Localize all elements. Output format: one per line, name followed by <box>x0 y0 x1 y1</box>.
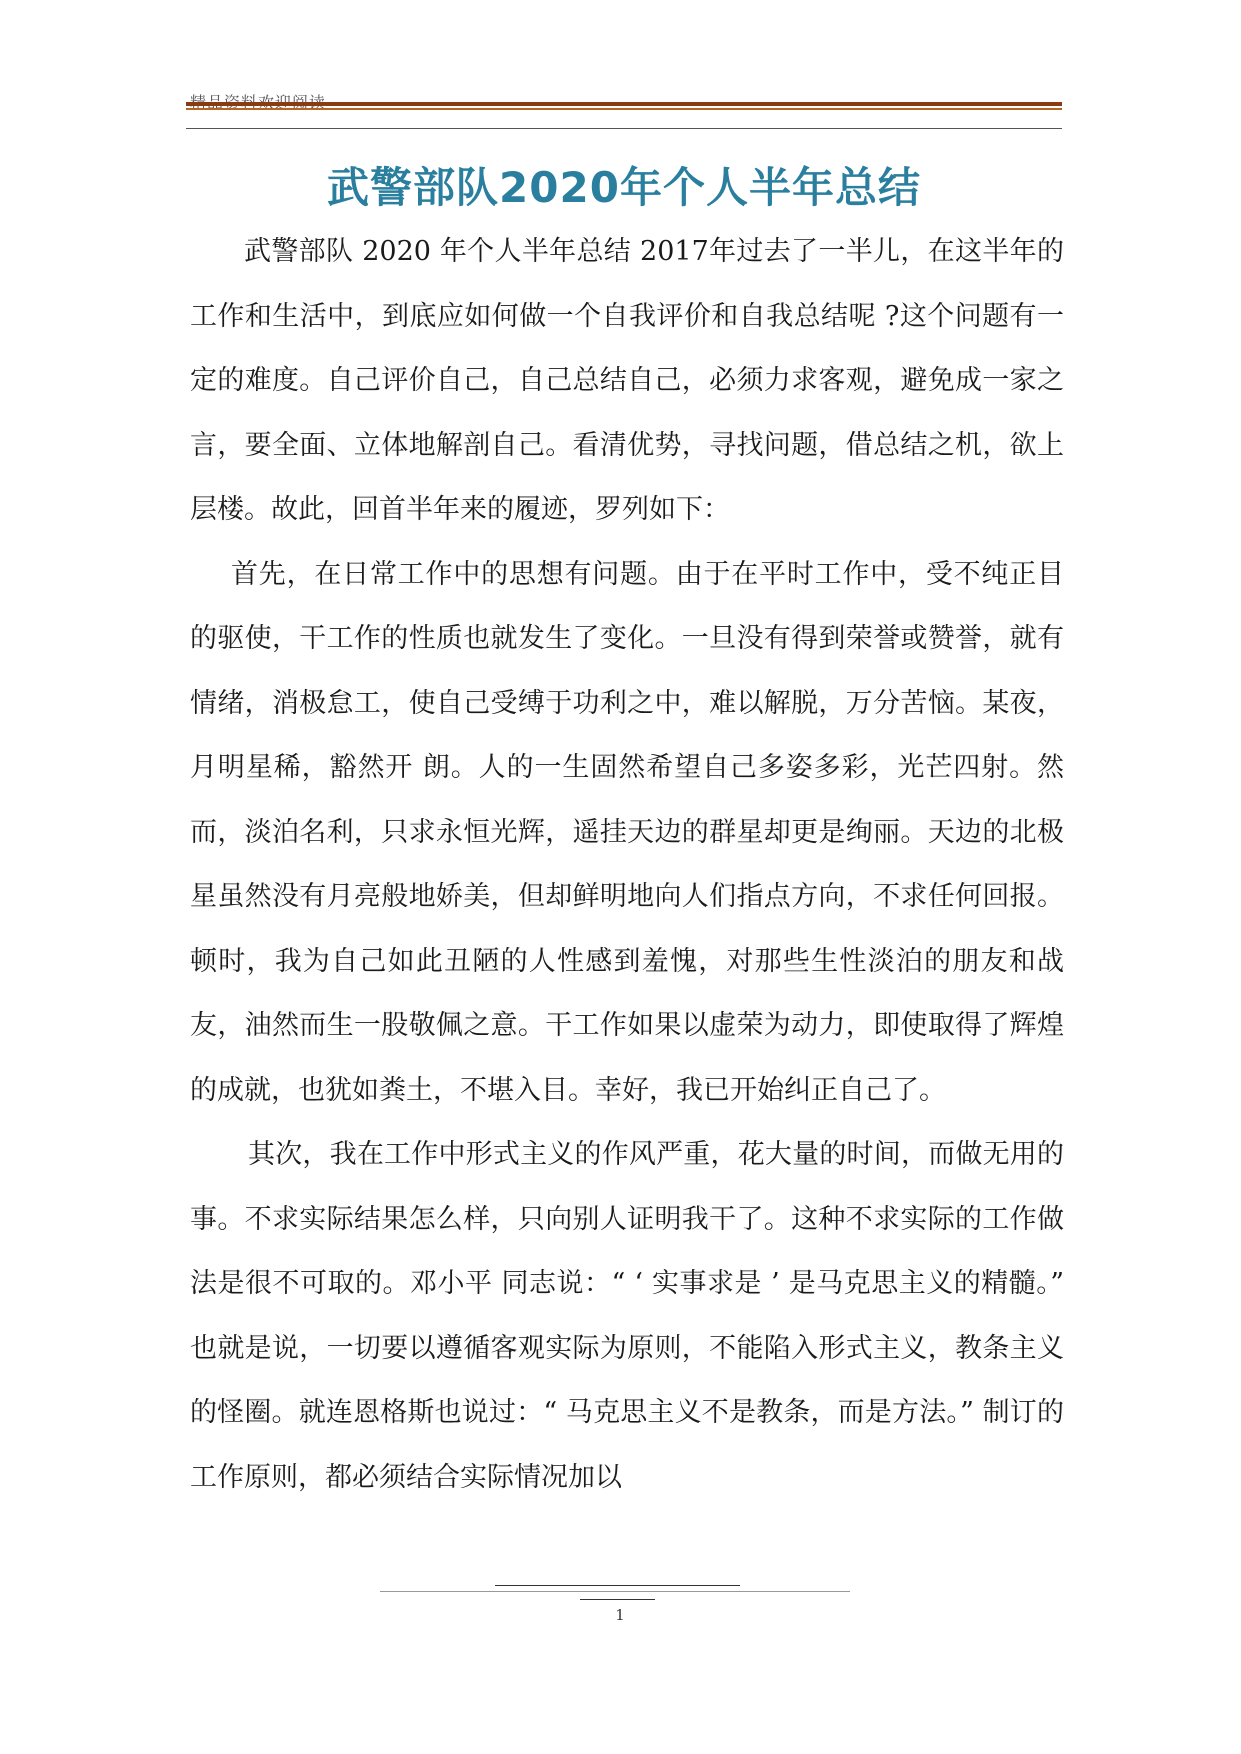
paragraph: 武警部队 2020 年个人半年总结 2017年过去了一半儿，在这半年的工作和生活中，到底应如何做一个自我评价和自我总结呢 ?这个问题有一定的难度。自己评价自己，自己总结自己，必须力求客观，避免成一家之言，要全面、立体地解剖自己。看清优势，寻找问题，借总结之机，欲上层楼。故此，回首半年来的履迹，罗列如下： <box>190 236 1064 525</box>
footer-rule-short <box>495 1585 740 1586</box>
page-title: 武警部队2020年个人半年总结 <box>327 163 921 212</box>
paragraph: 其次，我在工作中形式主义的作风严重，花大量的时间，而做无用的事。不求实际结果怎么样，只向别人证明我干了。这种不求实际的工作做法是很不可取的。邓小平 同志说：“ ‘ 实事求是 ’ 是马克思主义的精髓。” 也就是说，一切要以遵循客观实际为原则，不能陷入形式主义，教条主义的怪圈。就连恩格斯也说过：“ 马克思主义不是教条，而是方法。” 制订的工作原则，都必须结合实际情况加以 <box>190 1139 1064 1493</box>
header-rule-thin <box>186 128 1062 129</box>
paragraph: 首先，在日常工作中的思想有问题。由于在平时工作中，受不纯正目的驱使，干工作的性质也就发生了变化。一旦没有得到荣誉或赞誉，就有情绪，消极怠工，使自己受缚于功利之中，难以解脱，万分苦恼。某夜，月明星稀，豁然开 朗。人的一生固然希望自己多姿多彩，光芒四射。然而，淡泊名利，只求永恒光辉，遥挂天边的群星却更是绚丽。天边的北极星虽然没有月亮般地娇美，但却鲜明地向人们指点方向，不求任何回报。顿时，我为自己如此丑陋的人性感到羞愧，对那些生性淡泊的朋友和战友，油然而生一股敬佩之意。干工作如果以虚荣为动力，即使取得了辉煌的成就，也犹如粪土，不堪入目。幸好，我已开始纠正自己了。 <box>190 558 1064 1106</box>
header-rule-accent <box>186 108 1062 110</box>
page-number: 1 <box>615 1606 625 1624</box>
footer-rule-long <box>380 1591 850 1592</box>
footer-rule-mid <box>580 1599 655 1600</box>
header-rule-thick <box>186 102 1062 106</box>
body-text <box>190 220 1064 1510</box>
